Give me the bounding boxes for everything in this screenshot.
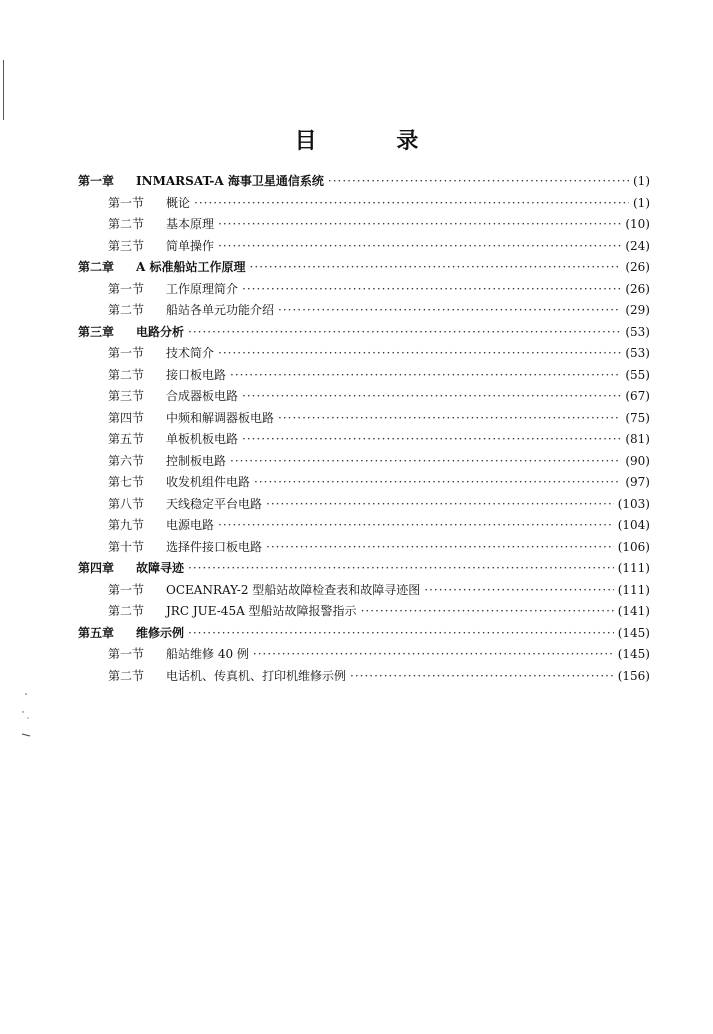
toc-entry-title: 合成器板电路 [166,389,239,403]
toc-entry-title: 电源电路 [166,518,215,532]
scan-specks-decoration [20,690,40,740]
toc-entry-title: 控制板电路 [166,453,227,468]
toc-entry-title: 维修示例 [136,625,185,640]
toc-page-number: (141) [617,604,650,618]
toc-entry-title: 船站各单元功能介绍 [166,303,275,317]
toc-chapter-row [78,258,650,280]
toc-section-row [78,194,650,216]
toc-entry-number: 第一节 [108,195,145,210]
toc-entry-number: 第二节 [108,217,145,231]
toc-entry-title: 简单操作 [166,238,215,253]
toc-page-number: (103) [617,496,650,511]
toc-page-number: (111) [617,582,650,597]
toc-section-row [78,516,650,538]
toc-dot-leader [188,626,614,640]
toc-dot-leader [350,669,614,683]
toc-entry-title: 技术简介 [166,346,215,360]
toc-entry-title: OCEANRAY-2 型船站故障检查表和故障寻迹图 [166,582,421,597]
toc-dot-leader [242,432,621,446]
toc-entry-title: A 标准船站工作原理 [136,260,246,274]
toc-dot-leader [218,518,614,532]
toc-section-row [78,409,650,431]
toc-page-number: (53) [625,346,650,360]
toc-page-number: (67) [625,389,650,403]
toc-page-number: (24) [625,238,650,253]
toc-entry-number: 第五节 [108,432,145,446]
toc-entry-number: 第一节 [108,346,145,360]
toc-page-number: (104) [617,518,650,532]
toc-entry-title: 单板机板电路 [166,432,239,446]
toc-entry-number: 第二节 [108,367,145,382]
toc-page-number: (156) [617,668,650,683]
toc-dot-leader [250,260,622,274]
toc-section-row [78,645,650,667]
toc-entry-number: 第二章 [78,260,115,274]
toc-page-number: (1) [633,174,650,188]
toc-entry-number: 第四节 [108,410,145,425]
toc-entry-title: JRC JUE-45A 型船站故障报警指示 [166,604,357,618]
toc-entry-number: 第八节 [108,496,145,511]
toc-section-row [78,667,650,689]
toc-dot-leader [242,282,621,296]
toc-dot-leader [218,346,621,360]
toc-section-row [78,344,650,366]
toc-entry-title: 电路分析 [136,324,185,339]
toc-entry-number: 第二节 [108,668,145,683]
toc-entry-title: INMARSAT-A 海事卫星通信系统 [136,174,324,188]
toc-entry-title: 天线稳定平台电路 [166,496,263,511]
toc-section-row [78,215,650,237]
toc-entry-number: 第六节 [108,453,145,468]
toc-page-number: (26) [625,260,650,274]
toc-dot-leader [188,561,614,575]
toc-page-number: (90) [625,453,650,468]
toc-dot-leader [253,647,614,661]
toc-entry-number: 第十节 [108,539,145,554]
toc-entry-number: 第三节 [108,389,145,403]
toc-entry-title: 中频和解调器板电路 [166,410,275,425]
toc-dot-leader [278,303,621,317]
toc-page-number: (53) [625,324,650,339]
toc-dot-leader [424,583,613,597]
toc-entry-title: 故障寻迹 [136,561,185,575]
toc-page-number: (81) [625,432,650,446]
toc-dot-leader [230,368,621,382]
toc-entry-title: 接口板电路 [166,367,227,382]
toc-section-row [78,473,650,495]
toc-entry-number: 第一节 [108,647,145,661]
toc-entry-number: 第四章 [78,561,115,575]
toc-dot-leader [361,604,614,618]
toc-entry-number: 第一节 [108,582,145,597]
toc-page-number: (75) [625,410,650,425]
toc-entry-number: 第五章 [78,625,115,640]
toc-page-number: (55) [625,367,650,382]
toc-entry-title: 船站维修 40 例 [166,647,249,661]
toc-dot-leader [218,217,621,231]
toc-dot-leader [242,389,621,403]
toc-page-number: (26) [625,281,650,296]
toc-page-number: (145) [617,647,650,661]
toc-dot-leader [254,475,621,489]
toc-page-number: (1) [633,195,650,210]
toc-section-row [78,387,650,409]
toc-page-number: (10) [625,217,650,231]
toc-entry-title: 选择件接口板电路 [166,539,263,554]
toc-chapter-row [78,172,650,194]
toc-entry-number: 第三节 [108,238,145,253]
toc-page-number: (111) [617,561,650,575]
toc-chapter-row [78,624,650,646]
toc-page-number: (97) [625,475,650,489]
toc-section-row [78,280,650,302]
toc-entry-number: 第二节 [108,604,145,618]
toc-dot-leader [266,497,614,511]
toc-section-row [78,602,650,624]
toc-section-row [78,237,650,259]
toc-entry-number: 第七节 [108,475,145,489]
toc-entry-number: 第三章 [78,324,115,339]
toc-page-number: (106) [617,539,650,554]
toc-chapter-row [78,559,650,581]
toc-section-row [78,430,650,452]
table-of-contents [78,172,650,688]
toc-entry-title: 收发机组件电路 [166,475,251,489]
page-edge-mark [3,60,4,120]
toc-section-row [78,538,650,560]
toc-page-number: (29) [625,303,650,317]
toc-entry-number: 第九节 [108,518,145,532]
toc-entry-title: 基本原理 [166,217,215,231]
toc-dot-leader [328,174,629,188]
toc-entry-number: 第一章 [78,174,115,188]
toc-dot-leader [218,239,621,253]
toc-section-row [78,301,650,323]
toc-entry-title: 电话机、传真机、打印机维修示例 [166,668,347,683]
toc-section-row [78,366,650,388]
page-title: 目 录 [294,129,455,154]
toc-section-row [78,452,650,474]
toc-dot-leader [194,196,629,210]
toc-dot-leader [278,411,621,425]
toc-chapter-row [78,323,650,345]
toc-entry-number: 第一节 [108,281,145,296]
toc-page-number: (145) [617,625,650,640]
toc-dot-leader [230,454,621,468]
toc-entry-number: 第二节 [108,303,145,317]
toc-dot-leader [266,540,614,554]
toc-entry-title: 工作原理简介 [166,281,239,296]
toc-section-row [78,581,650,603]
toc-section-row [78,495,650,517]
toc-dot-leader [188,325,621,339]
toc-entry-title: 概论 [166,195,191,210]
